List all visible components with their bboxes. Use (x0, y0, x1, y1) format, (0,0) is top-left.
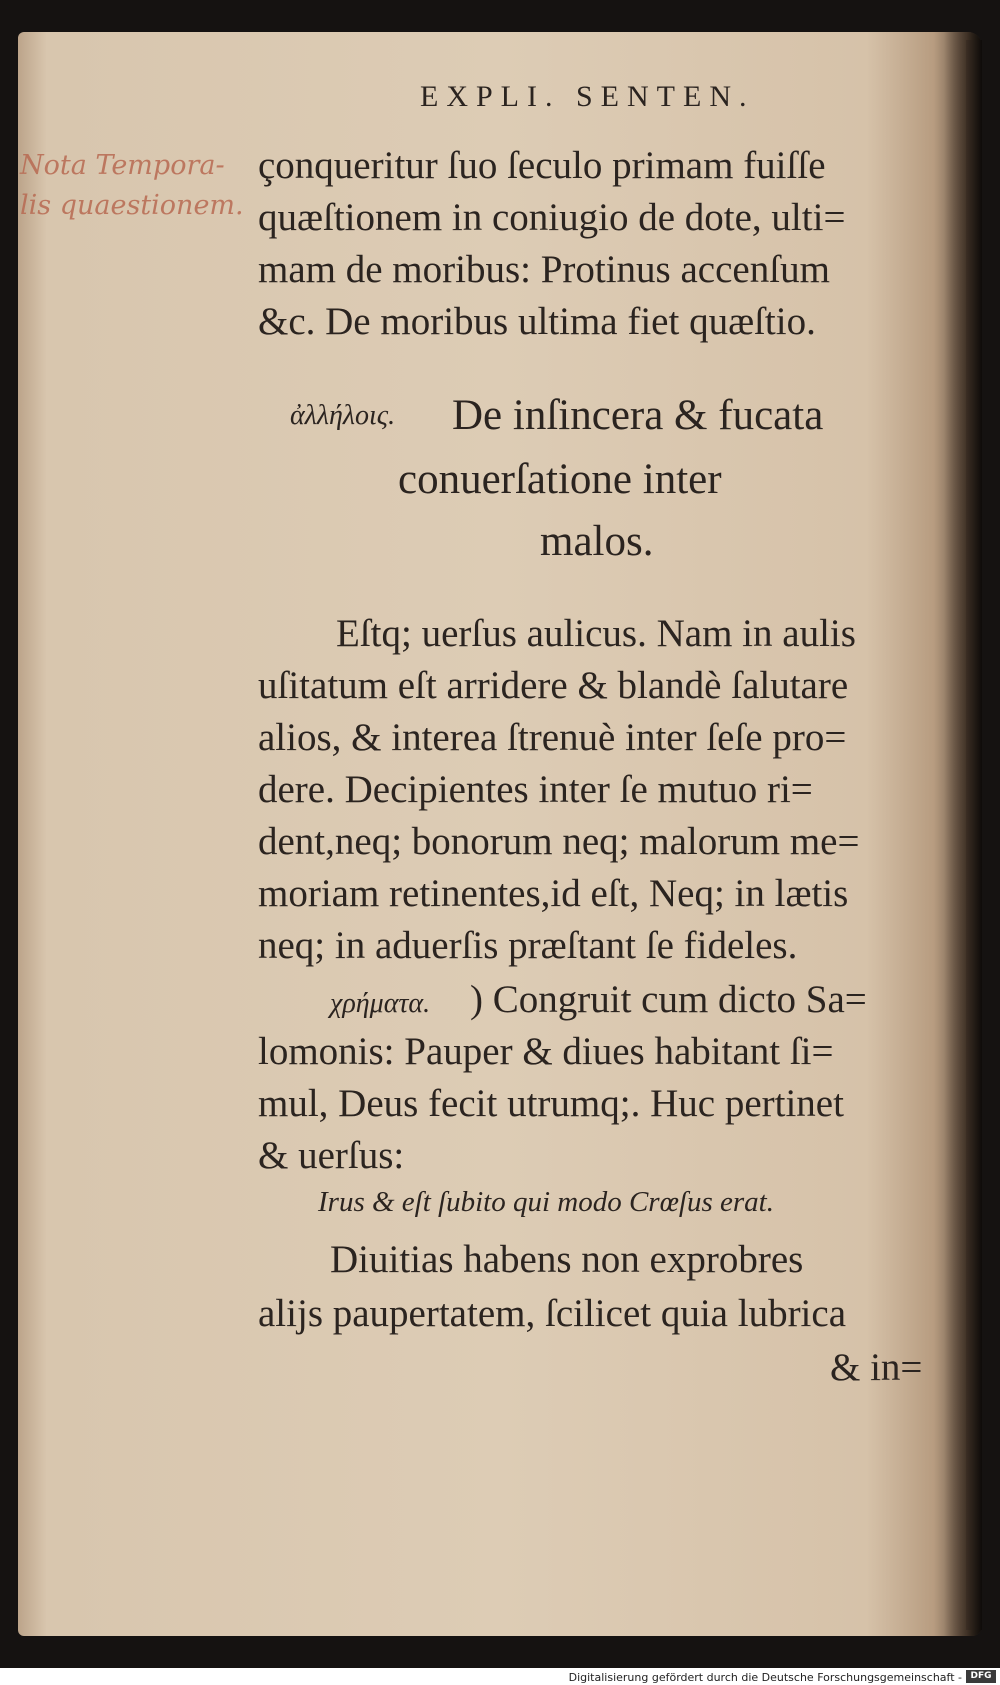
margin-note-line-1: Nota Tempora- (20, 150, 225, 181)
margin-note-line-2: lis quaestionem. (20, 190, 244, 221)
paragraph2-line-7: neq; in aduerſis præſtant ſe fideles. (258, 924, 798, 967)
paragraph4-line-1: Diuitias habens non exprobres (330, 1238, 804, 1281)
paragraph1-line-4: &c. De moribus ultima fiet quæſtio. (258, 300, 816, 343)
paragraph1-line-3: mam de moribus: Protinus accenſum (258, 248, 830, 291)
dfg-logo: DFG (966, 1670, 996, 1683)
paragraph3-greek-lemma: χρήματα. (330, 988, 431, 1019)
paragraph1-line-2: quæſtionem in coniugio de dote, ulti= (258, 196, 846, 239)
italic-verse: Irus & eſt ſubito qui modo Crœſus erat. (318, 1186, 774, 1218)
paragraph2-line-3: alios, & interea ſtrenuè inter ſeſe pro= (258, 716, 847, 759)
section-title-line-3: malos. (540, 518, 654, 565)
running-header: EXPLI. SENTEN. (420, 80, 755, 113)
paragraph2-line-5: dent,neq; bonorum neq; malorum me= (258, 820, 860, 863)
paragraph2-line-2: uſitatum eſt arridere & blandè ſalutare (258, 664, 849, 707)
paragraph3-line-3: mul, Deus fecit utrumq;. Huc pertinet (258, 1082, 844, 1125)
paragraph3-line-4: & uerſus: (258, 1134, 405, 1177)
section-title-line-2: conuerſatione inter (398, 456, 722, 503)
footer-credit: Digitalisierung gefördert durch die Deutsche Forschungsgemeinschaft - (568, 1671, 962, 1684)
paragraph2-line-1: Eſtq; uerſus aulicus. Nam in aulis (336, 612, 856, 655)
paragraph3-line-1: ) Congruit cum dicto Sa= (470, 978, 867, 1021)
section-title-line-1: De inſincera & fucata (452, 392, 824, 439)
paragraph2-line-4: dere. Decipientes inter ſe mutuo ri= (258, 768, 813, 811)
paragraph4-line-2: alijs paupertatem, ſcilicet quia lubrica (258, 1292, 847, 1335)
catchword: & in= (830, 1346, 923, 1389)
paragraph3-line-2: lomonis: Pauper & diues habitant ſi= (258, 1030, 834, 1073)
book-spine (966, 40, 982, 1630)
section-greek-lemma: ἀλλήλοις. (290, 400, 396, 431)
paragraph1-line-1: çonqueritur ſuo ſeculo primam fuiſſe (258, 144, 826, 187)
paragraph2-line-6: moriam retinentes,id eſt, Neq; in lætis (258, 872, 849, 915)
